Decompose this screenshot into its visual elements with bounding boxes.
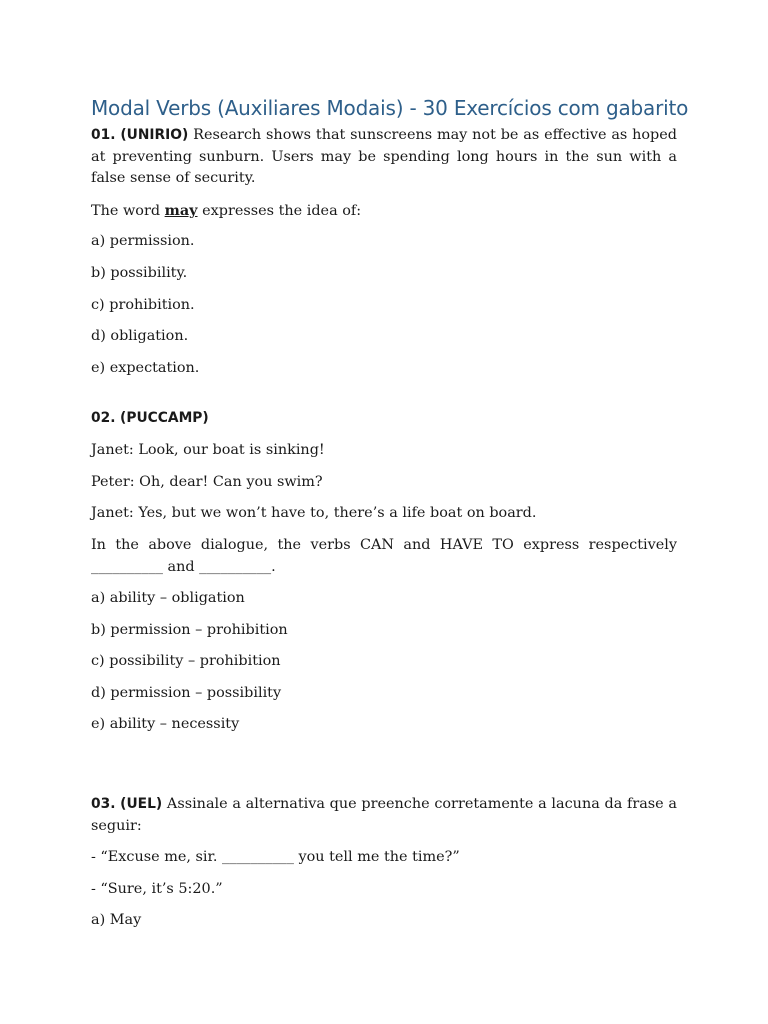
q1-prompt-before: The word xyxy=(91,203,161,219)
q1-option: c) prohibition. xyxy=(91,297,195,313)
q1-option: b) possibility. xyxy=(91,265,188,281)
q2-dialogue-line: Peter: Oh, dear! Can you swim? xyxy=(91,474,323,490)
q2-number: 02. xyxy=(91,410,116,426)
q1-statement xyxy=(91,125,677,190)
q1-source: (UNIRIO) xyxy=(120,127,189,143)
q2-option: c) possibility – prohibition xyxy=(91,653,281,669)
q2-option: b) permission – prohibition xyxy=(91,622,288,638)
q3-text: Assinale a alternativa que preenche corretamente a lacuna da frase a seguir: xyxy=(91,796,677,834)
q1-option: a) permission. xyxy=(91,233,195,249)
q3-statement xyxy=(91,794,677,837)
q2-option: d) permission – possibility xyxy=(91,685,282,701)
q2-prompt: In the above dialogue, the verbs CAN and HAVE TO express respectively __________ and __________. xyxy=(91,537,677,575)
q3-dialogue-line: - “Sure, it’s 5:20.” xyxy=(91,881,223,897)
q3-option: a) May xyxy=(91,912,142,928)
q1-prompt-word: may xyxy=(164,202,198,219)
q3-source: (UEL) xyxy=(120,796,163,812)
q2-dialogue-line: Janet: Yes, but we won’t have to, there’s a life boat on board. xyxy=(91,505,537,521)
q2-option: a) ability – obligation xyxy=(91,590,245,606)
q2-source: (PUCCAMP) xyxy=(120,410,209,426)
q2-dialogue-line: Janet: Look, our boat is sinking! xyxy=(91,442,325,458)
q2-heading xyxy=(91,408,209,430)
q1-prompt xyxy=(91,200,361,223)
q1-prompt-after: expresses the idea of: xyxy=(202,203,362,219)
q3-dialogue-line: - “Excuse me, sir. __________ you tell me the time?” xyxy=(91,849,460,865)
q1-number: 01. xyxy=(91,127,116,143)
document-title: Modal Verbs (Auxiliares Modais) - 30 Exercícios com gabarito xyxy=(91,96,689,120)
q1-text: Research shows that sunscreens may not be as effective as hoped at preventing sunburn. Users may be spending long hours in the sun with a false sense of security. xyxy=(91,127,677,186)
q1-option: e) expectation. xyxy=(91,360,200,376)
q3-number: 03. xyxy=(91,796,116,812)
q1-option: d) obligation. xyxy=(91,328,189,344)
q2-option: e) ability – necessity xyxy=(91,716,240,732)
